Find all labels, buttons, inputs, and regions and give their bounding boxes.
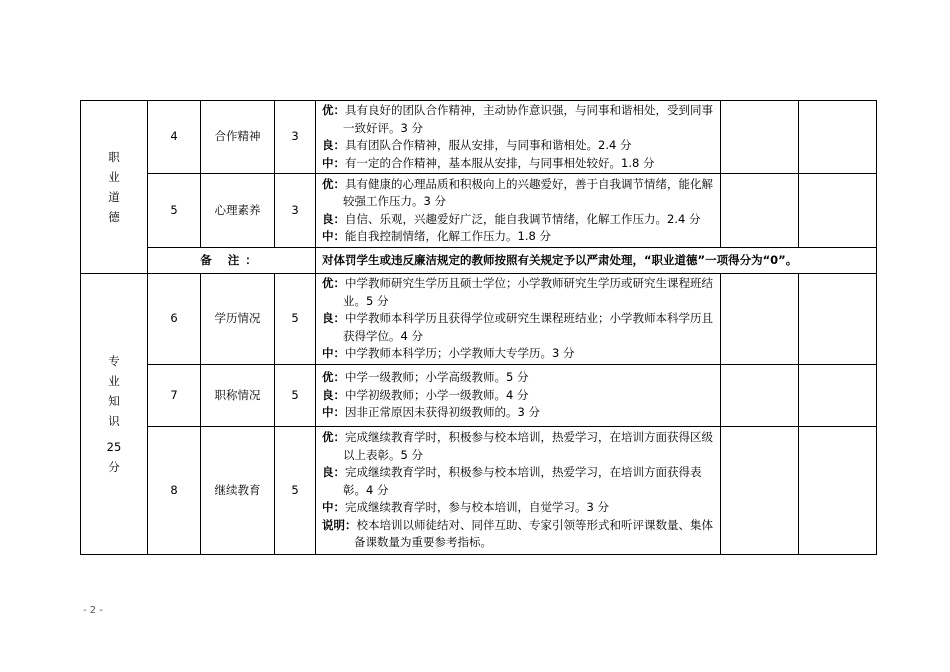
item-number: 7 xyxy=(148,365,201,427)
item-points: 3 xyxy=(275,174,316,248)
score-cell-self xyxy=(721,174,799,248)
criteria-cell: 优：具有健康的心理品质和积极向上的兴趣爱好，善于自我调节情绪，能化解较强工作压力。3 分 良：自信、乐观，兴趣爱好广泛，能自我调节情绪，化解工作压力。2.4 分 中：能自我控制情绪，化解工作压力。1.8 分 xyxy=(316,174,721,248)
item-points: 3 xyxy=(275,101,316,174)
table-row xyxy=(81,427,877,555)
criteria-cell: 优：具有良好的团队合作精神，主动协作意识强，与同事和谐相处，受到同事一致好评。3 分 良：具有团队合作精神，服从安排，与同事和谐相处。2.4 分 中：有一定的合作精神，基本服从安排，与同事相处较好。1.8 分 xyxy=(316,101,721,174)
table-row xyxy=(81,274,877,365)
page-number: - 2 - xyxy=(83,605,103,616)
score-cell-self xyxy=(721,101,799,174)
score-cell-review xyxy=(799,101,877,174)
note-text: 对体罚学生或违反廉洁规定的教师按照有关规定予以严肃处理，“职业道德”一项得分为“0”。 xyxy=(316,248,877,274)
criteria-cell: 优：中学教师研究生学历且硕士学位；小学教师研究生学历或研究生课程班结业。5 分 良：中学教师本科学历且获得学位或研究生课程班结业；小学教师本科学历且获得学位。4 分 中：中学教师本科学历；小学教师大专学历。3 分 xyxy=(316,274,721,365)
criteria-cell: 优：完成继续教育学时，积极参与校本培训，热爱学习，在培训方面获得区级以上表彰。5 分 良：完成继续教育学时，积极参与校本培训，热爱学习，在培训方面获得表彰。4 分 中：完成继续教育学时，参与校本培训，自觉学习。3 分 说明：校本培训以师徒结对、同伴互助、专家引领等形式和听评课数量、集体备课数量为重要参考指标。 xyxy=(316,427,721,555)
note-label: 备 注： xyxy=(148,248,316,274)
item-number: 6 xyxy=(148,274,201,365)
score-cell-review xyxy=(799,365,877,427)
section-knowledge: 专 业 知 识 25 分 xyxy=(81,274,148,555)
evaluation-table xyxy=(80,100,877,555)
table-row xyxy=(81,174,877,248)
item-name: 合作精神 xyxy=(201,101,275,174)
section-moral: 职 业 道 德 xyxy=(81,101,148,274)
criteria-cell: 优：中学一级教师；小学高级教师。5 分 良：中学初级教师；小学一级教师。4 分 中：因非正常原因未获得初级教师的。3 分 xyxy=(316,365,721,427)
item-name: 学历情况 xyxy=(201,274,275,365)
score-cell-review xyxy=(799,174,877,248)
item-points: 5 xyxy=(275,274,316,365)
item-name: 心理素养 xyxy=(201,174,275,248)
item-number: 4 xyxy=(148,101,201,174)
score-cell-self xyxy=(721,274,799,365)
score-cell-review xyxy=(799,274,877,365)
item-name: 职称情况 xyxy=(201,365,275,427)
item-points: 5 xyxy=(275,427,316,555)
score-cell-self xyxy=(721,365,799,427)
table-row xyxy=(81,365,877,427)
item-number: 8 xyxy=(148,427,201,555)
score-cell-self xyxy=(721,427,799,555)
item-name: 继续教育 xyxy=(201,427,275,555)
table-row xyxy=(81,101,877,174)
item-points: 5 xyxy=(275,365,316,427)
item-number: 5 xyxy=(148,174,201,248)
note-row xyxy=(81,248,877,274)
score-cell-review xyxy=(799,427,877,555)
